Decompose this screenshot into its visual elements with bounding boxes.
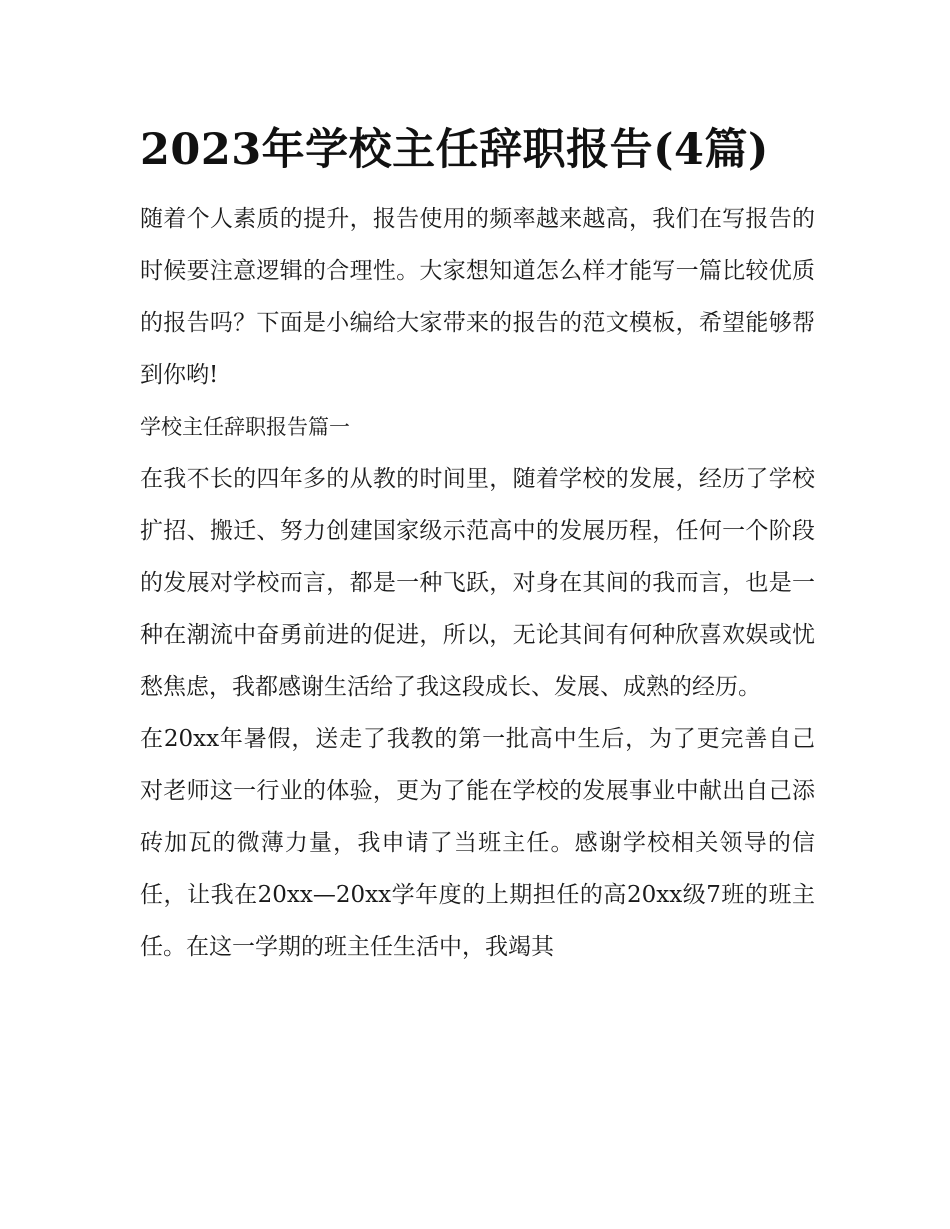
- body-paragraph-2: 在20xx年暑假，送走了我教的第一批高中生后，为了更完善自己对老师这一行业的体验，更为了能在学校的发展事业中献出自己添砖加瓦的微薄力量，我申请了当班主任。感谢学校相关领导的信任，让我在20xx—20xx学年度的上期担任的高20xx级7班的班主任。在这一学期的班主任生活中，我竭其: [140, 726, 815, 960]
- body-paragraph-1: 在我不长的四年多的从教的时间里，随着学校的发展，经历了学校扩招、搬迁、努力创建国家级示范高中的发展历程，任何一个阶段的发展对学校而言，都是一种飞跃，对身在其间的我而言，也是一种在潮流中奋勇前进的促进，所以，无论其间有何种欣喜欢娱或忧愁焦虑，我都感谢生活给了我这段成长、发展、成熟的经历。: [140, 466, 815, 700]
- intro-paragraph: 随着个人素质的提升，报告使用的频率越来越高，我们在写报告的时候要注意逻辑的合理性。大家想知道怎么样才能写一篇比较优质的报告吗？下面是小编给大家带来的报告的范文模板，希望能够帮到你哟!: [140, 206, 815, 388]
- document-body: [140, 112, 815, 973]
- section-heading: 学校主任辞职报告篇一: [140, 415, 350, 439]
- document-title: 2023年学校主任辞职报告(4篇): [140, 125, 769, 175]
